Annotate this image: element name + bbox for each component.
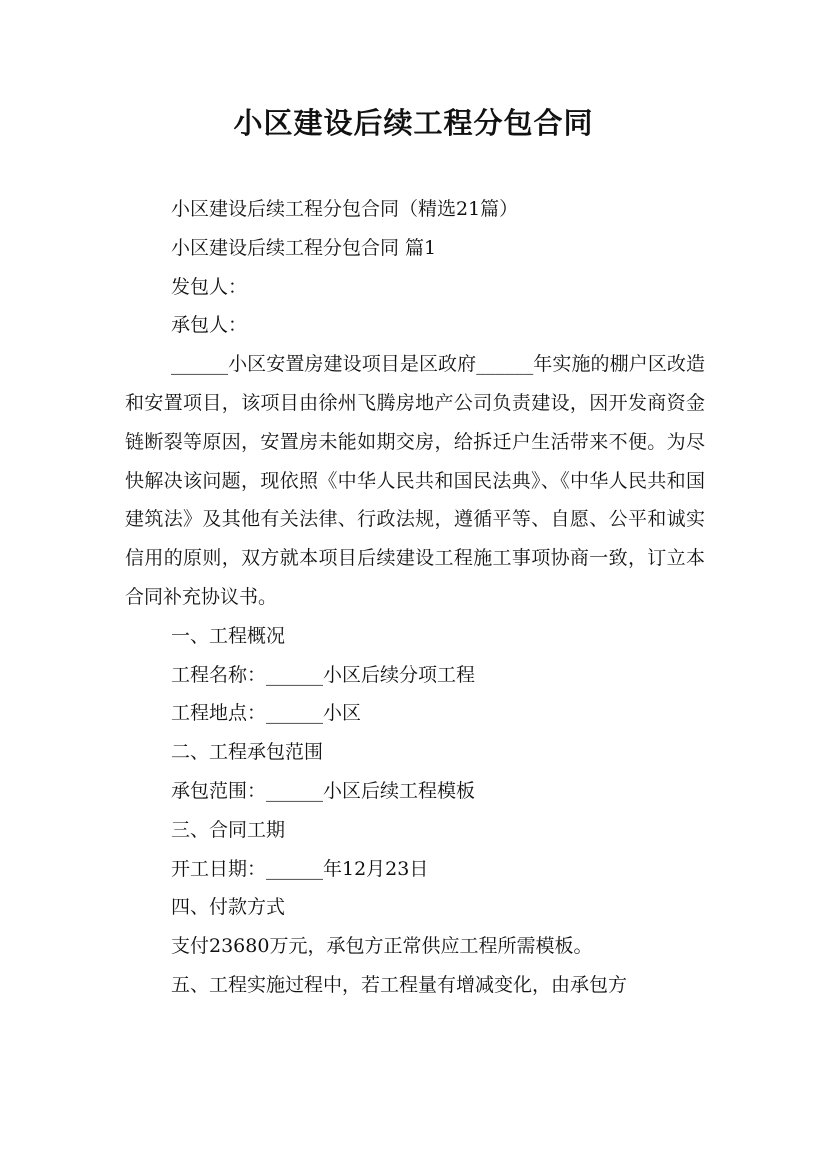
paragraph-subtitle: 小区建设后续工程分包合同（精选21篇） [171, 198, 519, 220]
paragraph-section-five: 五、工程实施过程中，若工程量有增减变化，由承包方 [171, 973, 628, 996]
paragraph-heading-scope: 二、工程承包范围 [171, 741, 324, 764]
paragraph-heading-payment: 四、付款方式 [171, 896, 286, 919]
paragraph-project-name: 工程名称：______小区后续分项工程 [171, 663, 476, 686]
paragraph-heading-period: 三、合同工期 [171, 818, 286, 841]
paragraph-payment: 支付23680万元，承包方正常供应工程所需模板。 [171, 935, 593, 958]
paragraph-contractor: 承包人： [171, 314, 248, 337]
paragraph-scope: 承包范围：______小区后续工程模板 [171, 779, 476, 802]
paragraph-heading-overview: 一、工程概况 [171, 624, 286, 647]
paragraph-employer: 发包人： [171, 275, 248, 298]
paragraph-section-heading: 小区建设后续工程分包合同 篇1 [171, 236, 437, 259]
paragraph-project-location: 工程地点：______小区 [171, 702, 362, 725]
paragraph-preamble: ______小区安置房建设项目是区政府______年实施的棚户区改造和安置项目，该项目由徐州飞腾房地产公司负责建设，因开发商资金链断裂等原因，安置房未能如期交房，给拆迁户生活带来不便。为尽快解决该问题，现依照《中华人民共和国民法典》、《中华人民共和国建筑法》及其他有关法律、行政法规，遵循平等、自愿、公平和诚实信用的原则，双方就本项目后续建设工程施工事项协商一致，订立本合同补充协议书。 [125, 353, 705, 608]
paragraph-start-date: 开工日期：______年12月23日 [171, 857, 429, 880]
document-body [125, 190, 705, 1005]
document-title: 小区建设后续工程分包合同 [233, 106, 594, 140]
